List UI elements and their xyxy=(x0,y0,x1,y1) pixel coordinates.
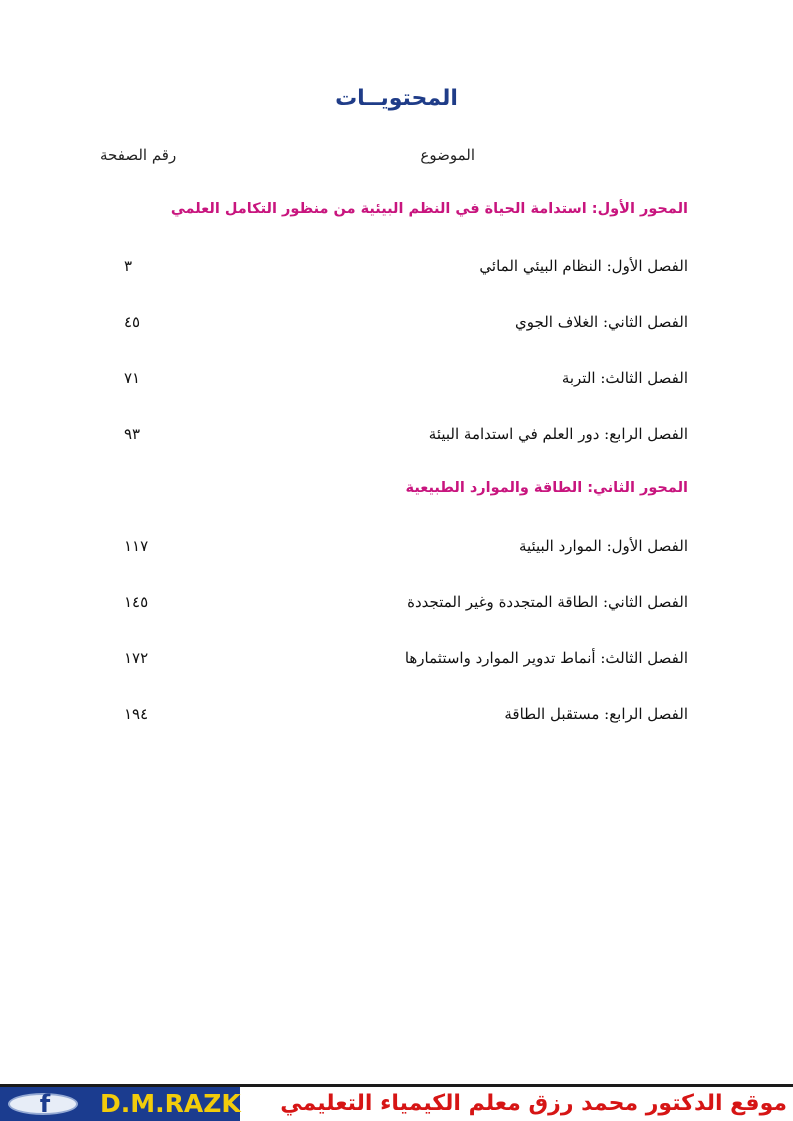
toc-row[interactable] xyxy=(0,425,793,451)
chapter-page-number: ١٩٤ xyxy=(124,705,149,723)
page-title: المحتويــات xyxy=(335,86,458,111)
toc-row[interactable] xyxy=(0,257,793,283)
toc-row[interactable] xyxy=(0,649,793,675)
section-title: المحور الثاني: الطاقة والموارد الطبيعية xyxy=(405,480,688,496)
facebook-f-glyph: f xyxy=(39,1090,51,1118)
chapter-page-number: ٧١ xyxy=(124,369,141,387)
chapter-title: الفصل الرابع: دور العلم في استدامة البيئة xyxy=(428,425,688,443)
column-headers xyxy=(0,146,793,170)
footer-banner[interactable] xyxy=(0,1084,793,1121)
chapter-page-number: ١٤٥ xyxy=(124,593,149,611)
chapter-title: الفصل الرابع: مستقبل الطاقة xyxy=(504,705,688,723)
page-column-header: رقم الصفحة xyxy=(100,146,177,164)
chapter-title: الفصل الثاني: الغلاف الجوي xyxy=(515,313,688,331)
toc-row[interactable] xyxy=(0,313,793,339)
chapter-title: الفصل الثاني: الطاقة المتجددة وغير المتجددة xyxy=(407,593,688,611)
topic-column-header: الموضوع xyxy=(420,146,475,164)
chapter-page-number: ٤٥ xyxy=(124,313,141,331)
section-title: المحور الأول: استدامة الحياة في النظم البيئية من منظور التكامل العلمي xyxy=(170,201,688,217)
chapter-title: الفصل الثالث: أنماط تدوير الموارد واستثمارها xyxy=(404,649,688,667)
toc-row[interactable] xyxy=(0,369,793,395)
chapter-page-number: ٩٣ xyxy=(124,425,141,443)
chapter-page-number: ١٧٢ xyxy=(124,649,149,667)
toc-row[interactable] xyxy=(0,705,793,731)
chapter-title: الفصل الأول: الموارد البيئية xyxy=(518,537,688,555)
toc-row[interactable] xyxy=(0,593,793,619)
chapter-page-number: ٣ xyxy=(124,257,133,275)
brand-logo-text[interactable]: D.M.RAZK xyxy=(100,1089,241,1118)
site-name-text[interactable]: موقع الدكتور محمد رزق معلم الكيمياء التعليمي xyxy=(280,1091,787,1116)
facebook-badge[interactable] xyxy=(0,1087,90,1121)
chapter-title: الفصل الأول: النظام البيئي المائي xyxy=(479,257,688,275)
chapter-page-number: ١١٧ xyxy=(124,537,149,555)
toc-row[interactable] xyxy=(0,537,793,563)
chapter-title: الفصل الثالث: التربة xyxy=(561,369,688,387)
